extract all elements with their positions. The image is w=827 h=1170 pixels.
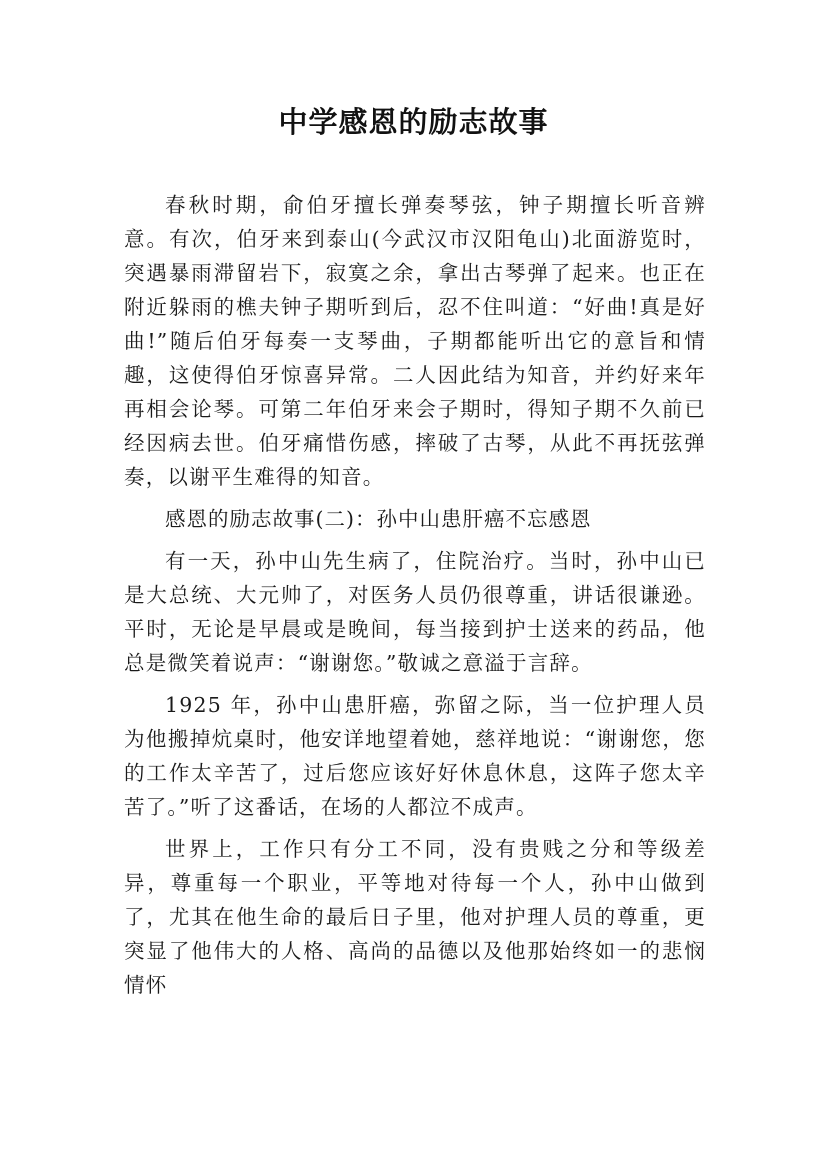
- document-body: [124, 188, 706, 1010]
- document-title: 中学感恩的励志故事: [278, 105, 549, 139]
- paragraph-conclusion: 世界上，工作只有分工不同，没有贵贱之分和等级差异，尊重每一个职业，平等地对待每一个人，孙中山做到了，尤其在他生命的最后日子里，他对护理人员的尊重，更突显了他伟大的人格、高尚的品德以及他那始终如一的悲悯情怀: [124, 837, 706, 997]
- paragraph-boya-ziqi: 春秋时期，俞伯牙擅长弹奏琴弦，钟子期擅长听音辨意。有次，伯牙来到泰山(今武汉市汉阳龟山)北面游览时，突遇暴雨滞留岩下，寂寞之余，拿出古琴弹了起来。也正在附近躲雨的樵夫钟子期听到后，忍不住叫道：“好曲!真是好曲!”随后伯牙每奏一支琴曲，子期都能听出它的意旨和情趣，这使得伯牙惊喜异常。二人因此结为知音，并约好来年再相会论琴。可第二年伯牙来会子期时，得知子期不久前已经因病去世。伯牙痛惜伤感，摔破了古琴，从此不再抚弦弹奏，以谢平生难得的知音。: [124, 193, 706, 489]
- paragraph-sun-hospital: 有一天，孙中山先生病了，住院治疗。当时，孙中山已是大总统、大元帅了，对医务人员仍很尊重，讲话很谦逊。平时，无论是早晨或是晚间，每当接到护士送来的药品，他总是微笑着说声：“谢谢您。”敬诚之意溢于言辞。: [124, 549, 706, 675]
- section-heading-story-two: 感恩的励志故事(二)：孙中山患肝癌不忘感恩: [165, 507, 592, 531]
- paragraph-sun-1925: 1925 年，孙中山患肝癌，弥留之际，当一位护理人员为他搬掉炕桌时，他安详地望着她，慈祥地说：“谢谢您，您的工作太辛苦了，过后您应该好好休息休息，这阵子您太辛苦了。”听了这番话，在场的人都泣不成声。: [124, 693, 706, 819]
